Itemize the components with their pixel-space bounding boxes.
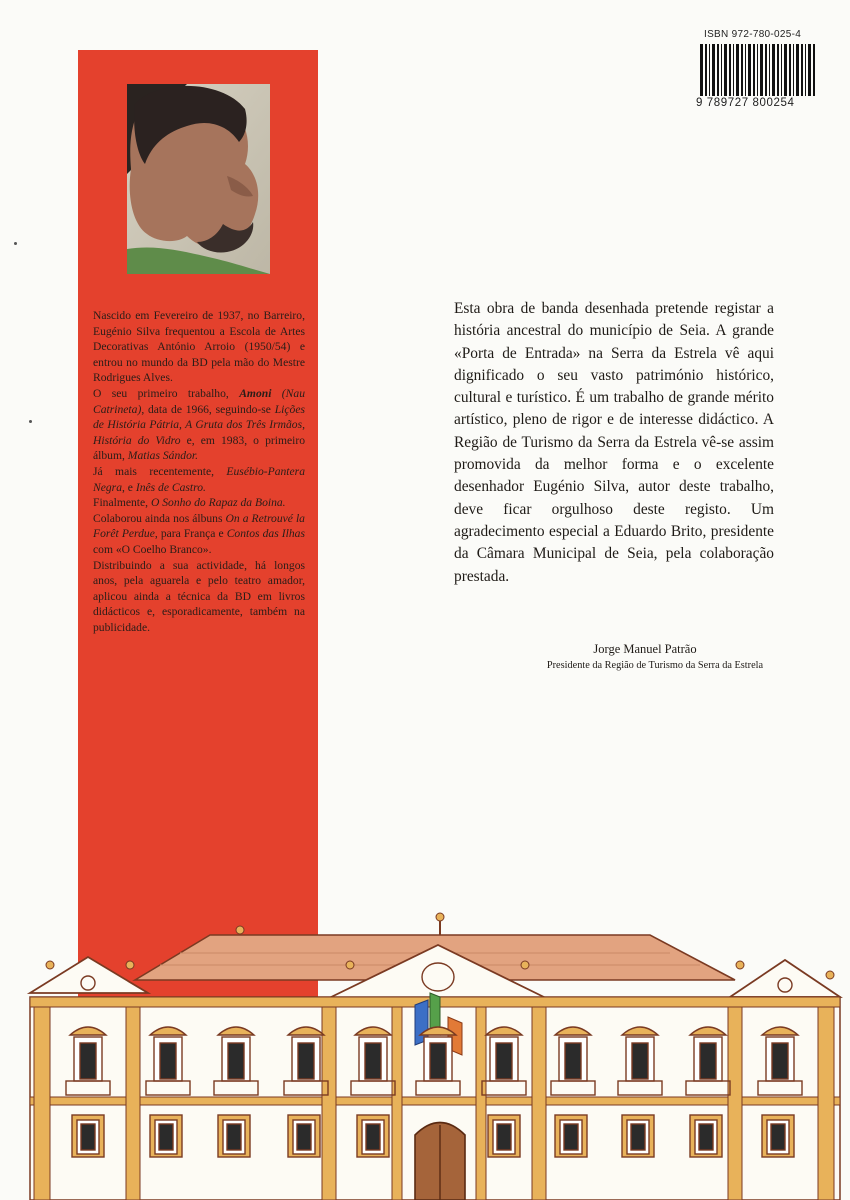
bio-run: Contos das Ilhas [226,527,305,541]
bio-run: com «O Coelho Branco». [93,542,212,556]
signature-title: Presidente da Região de Turismo da Serra da Estrela [546,660,764,671]
barcode-bar [781,44,782,96]
author-photo [127,84,270,274]
barcode-bar [724,44,727,96]
barcode-bar [793,44,794,96]
author-biography [93,308,305,635]
bio-run: Eusébio-Pantera Negra [93,464,305,494]
bio-paragraph [93,386,305,464]
bio-run: Já mais recentemente, [93,464,227,478]
bio-run: Matias Sándor. [127,449,198,463]
bio-run: Lições de História Pátria, A Gruta dos Três Irmãos, História do Vidro [93,402,305,447]
town-hall-illustration [0,905,850,1200]
barcode-bar [709,44,710,96]
barcode-bar [796,44,799,96]
barcode-bar [705,44,707,96]
bio-run: O Sonho do Rapaz da Boina. [150,496,286,510]
barcode-bar [733,44,734,96]
barcode-bar [753,44,755,96]
bio-run: (Nau Catrineta) [93,386,305,416]
bio-run: On a Retrouvé la Forêt Perdue [93,511,305,541]
preface-paragraph: Esta obra de banda desenhada pretende registar a história ancestral do município de Seia. A grande «Porta de Entrada» na Serra da Estrela vê aqui dignificado o seu vasto património histórico, cultural e turístico. É um trabalho de grande mérito artístico, pleno de rigor e de interesse didáctico. A Região de Turismo da Serra da Estrela vê-se assim promovida da melhor forma e o excelente desenhador Eugénio Silva, autor deste trabalho, deve ficar orgulhoso deste registo. Um agradecimento especial a Eduardo Brito, presidente da Câmara Municipal de Seia, pela colaboração prestada. [454,300,774,585]
isbn-label: ISBN 972-780-025-4 [704,29,802,40]
bio-run: Finalmente, [93,496,151,510]
bio-run: Amoni [239,386,272,400]
bio-paragraph [93,511,305,558]
bio-paragraph [93,308,305,386]
bio-run: , para França e [154,527,227,541]
barcode-bar [760,44,763,96]
barcode-bar [777,44,779,96]
speck [29,420,32,423]
barcode-bar [721,44,722,96]
barcode-bar [745,44,746,96]
barcode-bar [717,44,719,96]
bio-paragraph [93,558,305,636]
barcode-bar [769,44,770,96]
bio-run: , e [121,480,136,494]
barcode [700,44,818,96]
barcode-bar [805,44,806,96]
bio-paragraph [93,464,305,495]
barcode-bar [813,44,815,96]
barcode-bar [700,44,703,96]
preface-text [454,298,774,588]
bio-run: , data de 1966, seguindo-se [141,402,275,416]
barcode-bar [712,44,715,96]
barcode-bar [729,44,731,96]
bio-run: O seu primeiro trabalho, [93,386,240,400]
signature-name: Jorge Manuel Patrão [593,642,697,656]
barcode-bar [789,44,791,96]
barcode-bar [772,44,775,96]
bio-run: Colaborou ainda nos álbuns [93,511,226,525]
speck [14,242,17,245]
barcode-bar [757,44,758,96]
barcode-block [692,28,822,118]
barcode-bar [748,44,751,96]
bio-run: Nascido em Fevereiro de 1937, no Barreiro, Eugénio Silva frequentou a Escola de Artes Decorativas António Arroio (1950/54) e entrou no mundo da BD pela mão do Mestre Rodrigues Alves. [93,309,305,385]
bio-run: Distribuindo a sua actividade, há longos anos, pela aguarela e pelo teatro amador, aplicou ainda a técnica da BD em livros didácticos e, esporadicamente, também na publicidade. [93,558,305,634]
barcode-bar [741,44,743,96]
barcode-bar [736,44,739,96]
barcode-bar [784,44,787,96]
bio-run: Inês de Castro. [135,480,206,494]
barcode-bar [808,44,811,96]
bio-run: e, em 1983, o primeiro álbum, [93,433,305,463]
isbn-digits: 9 789727 800254 [696,97,795,109]
barcode-bar [765,44,767,96]
bio-paragraph [93,495,305,511]
barcode-bar [801,44,803,96]
